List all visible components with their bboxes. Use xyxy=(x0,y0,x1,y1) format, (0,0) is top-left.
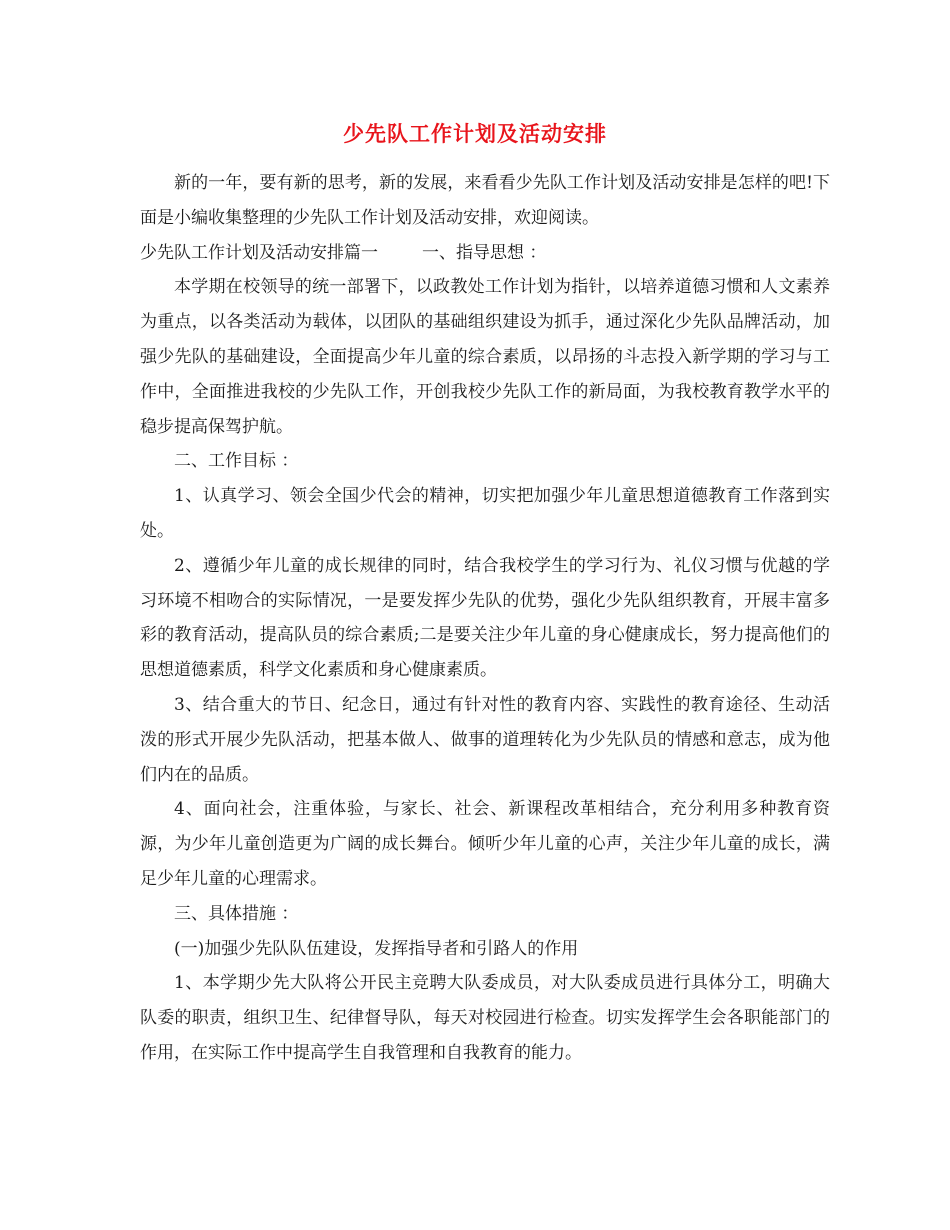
intro-paragraph: 新的一年，要有新的思考，新的发展，来看看少先队工作计划及活动安排是怎样的吧!下面是小编收集整理的少先队工作计划及活动安排，欢迎阅读。 xyxy=(140,173,830,228)
measure-subheading-1: (一)加强少先队队伍建设，发挥指导者和引路人的作用 xyxy=(174,938,579,959)
section1-heading: 一、指导思想 ： xyxy=(422,242,547,263)
goal-item-3: 3、结合重大的节日、纪念日，通过有针对性的教育内容、实践性的教育途径、生动活泼的形式开展少先队活动，把基本做人、做事的道理转化为少先队员的情感和意志，成为他们内在的品质。 xyxy=(140,694,830,785)
goal-item-2: 2、遵循少年儿童的成长规律的同时，结合我校学生的学习行为、礼仪习惯与优越的学习环境不相吻合的实际情况，一是要发挥少先队的优势，强化少先队组织教育，开展丰富多彩的教育活动，提高队员的综合素质;二是要关注少年儿童的身心健康成长，努力提高他们的思想道德素质，科学文化素质和身心健康素质。 xyxy=(140,555,830,681)
document-body xyxy=(140,166,830,1071)
measure-item-1: 1、本学期少先大队将公开民主竞聘大队委成员，对大队委成员进行具体分工，明确大队委的职责，组织卫生、纪律督导队，每天对校园进行检查。切实发挥学生会各职能部门的作用，在实际工作中提高学生自我管理和自我教育的能力。 xyxy=(140,973,830,1063)
goal-item-4: 4、面向社会，注重体验，与家长、社会、新课程改革相结合，充分利用多种教育资源，为少年儿童创造更为广阔的成长舞台。倾听少年儿童的心声，关注少年儿童的成长，满足少年儿童的心理需求。 xyxy=(140,799,830,889)
part-label: 少先队工作计划及活动安排篇一 xyxy=(140,242,378,263)
goal-item-1: 1、认真学习、领会全国少代会的精神，切实把加强少年儿童思想道德教育工作落到实处。 xyxy=(140,486,830,541)
section2-heading: 二、工作目标 ： xyxy=(174,451,299,472)
section1-paragraph: 本学期在校领导的统一部署下，以政教处工作计划为指针，以培养道德习惯和人文素养为重点，以各类活动为载体，以团队的基础组织建设为抓手，通过深化少先队品牌活动，加强少先队的基础建设，全面提高少年儿童的综合素质，以昂扬的斗志投入新学期的学习与工作中，全面推进我校的少先队工作，开创我校少先队工作的新局面，为我校教育教学水平的稳步提高保驾护航。 xyxy=(140,277,830,437)
document-title: 少先队工作计划及活动安排 xyxy=(343,122,607,146)
section3-heading: 三、具体措施 ： xyxy=(174,903,299,924)
part-heading-line xyxy=(140,236,830,271)
